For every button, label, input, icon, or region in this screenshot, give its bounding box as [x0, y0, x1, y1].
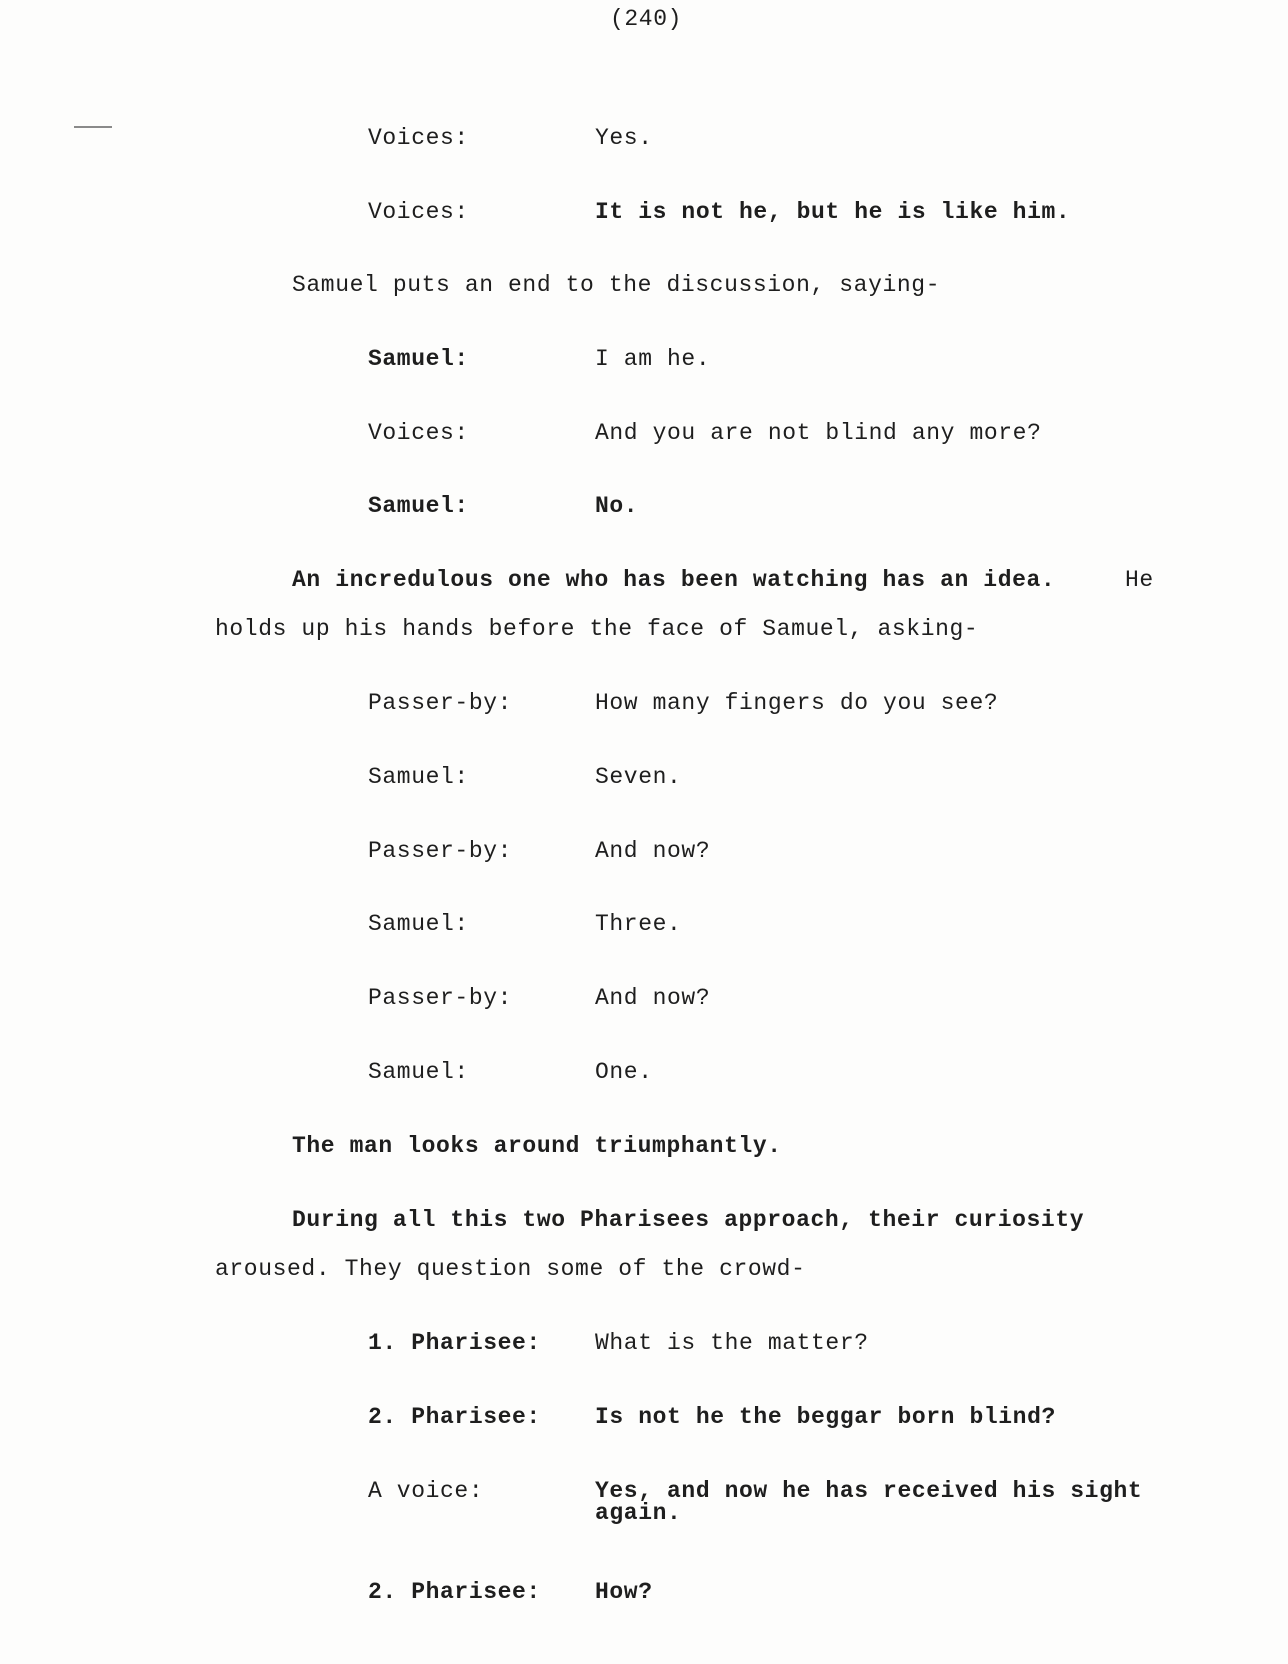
stage-direction: The man looks around triumphantly. — [292, 1133, 782, 1159]
stage-direction: Samuel puts an end to the discussion, saying- — [292, 272, 941, 298]
dialogue-speech: Yes, and now he has received his sight again. — [595, 1478, 1143, 1526]
dialogue-speaker: 2. Pharisee: — [368, 1579, 541, 1605]
dialogue-speaker: 2. Pharisee: — [368, 1404, 541, 1430]
dialogue-speaker: 1. Pharisee: — [368, 1330, 541, 1356]
dialogue-speaker: Passer-by: — [368, 838, 513, 864]
dialogue-speaker: Voices: — [368, 125, 469, 151]
dialogue-speech: Yes. — [595, 125, 653, 151]
stage-direction-line: During all this two Pharisees approach, their curiosity — [292, 1207, 1085, 1233]
stage-direction-line: aroused. They question some of the crowd- — [215, 1256, 806, 1282]
dialogue-speech: It is not he, but he is like him. — [595, 199, 1071, 225]
page-number: (240) — [610, 6, 683, 32]
dialogue-speech: One. — [595, 1059, 653, 1085]
stage-direction-line: An incredulous one who has been watching has an idea. — [292, 567, 1056, 593]
dialogue-speech: And now? — [595, 985, 711, 1011]
dialogue-speaker: Samuel: — [368, 911, 469, 937]
dialogue-speaker: Samuel: — [368, 493, 469, 519]
stage-direction-line: holds up his hands before the face of Samuel, asking- — [215, 616, 979, 642]
dialogue-speaker: Passer-by: — [368, 985, 513, 1011]
dialogue-speech: Is not he the beggar born blind? — [595, 1404, 1056, 1430]
margin-mark — [74, 126, 112, 128]
dialogue-speech: How many fingers do you see? — [595, 690, 999, 716]
dialogue-speech: What is the matter? — [595, 1330, 869, 1356]
dialogue-speaker: A voice: — [368, 1478, 484, 1504]
dialogue-speaker: Samuel: — [368, 346, 469, 372]
dialogue-speech: And now? — [595, 838, 711, 864]
dialogue-speaker: Samuel: — [368, 764, 469, 790]
dialogue-speech: Three. — [595, 911, 682, 937]
dialogue-speech: No. — [595, 493, 639, 519]
dialogue-speech: Seven. — [595, 764, 682, 790]
stage-direction-line-end: He — [1125, 567, 1154, 593]
dialogue-speech: I am he. — [595, 346, 711, 372]
dialogue-speech: And you are not blind any more? — [595, 420, 1042, 446]
dialogue-speaker: Samuel: — [368, 1059, 469, 1085]
dialogue-speaker: Voices: — [368, 199, 469, 225]
dialogue-speaker: Voices: — [368, 420, 469, 446]
dialogue-speech: How? — [595, 1579, 653, 1605]
dialogue-speaker: Passer-by: — [368, 690, 513, 716]
